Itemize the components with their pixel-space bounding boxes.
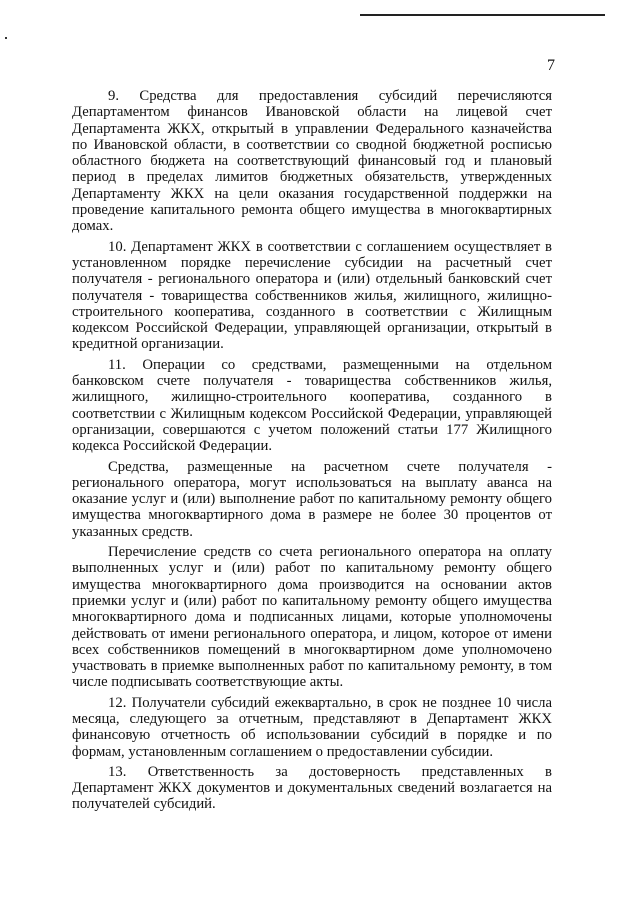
document-body [72,88,552,813]
text-line: организации, совершаются с учетом положений статьи 177 Жилищного [72,421,552,438]
text-line: проведение капитального ремонта общего имущества в многоквартирных [72,202,552,219]
text-line: Перечисление средств со счета регионального оператора на оплату [108,544,552,561]
text-line: получателя - товарищества собственников жилья, жилищного, жилищно- [72,287,552,304]
scan-artifact-dot [5,37,7,39]
text-line: Департамента ЖКХ, открытый в управлении Федерального казначейства [72,120,552,137]
text-line: по Ивановской области, в соответствии со сводной бюджетной росписью [72,136,552,153]
text-line: период в пределах лимитов бюджетных обязательств, утвержденных [72,169,552,186]
page-number: 7 [547,57,555,74]
text-line: Департаментом финансов Ивановской области на лицевой счет [72,104,552,121]
text-line: приемки услуг и (или) работ по капитальному ремонту общего имущества [72,592,552,609]
text-line: 12. Получатели субсидий ежеквартально, в срок не позднее 10 числа [108,694,552,711]
text-line: установленном порядке перечисление субсидии на расчетный счет [72,254,552,271]
text-line: строительного кооператива, созданного в соответствии с Жилищным [72,303,552,320]
text-line: оказание услуг и (или) выполнение работ по капитальному ремонту общего [72,491,552,508]
text-line: кодекса Российской Федерации. [72,438,273,455]
text-line: месяца, следующего за отчетным, представляют в Департамент ЖКХ [72,710,552,727]
text-line: кредитной организации. [72,336,224,353]
text-line: выполненных услуг и (или) работ по капитальному ремонту общего [72,560,552,577]
text-line: имущества многоквартирного дома в размере не более 30 процентов от [72,507,552,524]
text-line: 13. Ответственность за достоверность представленных в [108,763,552,780]
scan-artifact-line [360,14,605,16]
paragraph-11 [72,357,552,455]
text-line: указанных средств. [72,523,193,540]
paragraph-9 [72,88,552,235]
paragraph-11-advance [72,459,552,540]
text-line: получателя - регионального оператора и (или) отдельный банковский счет [72,271,552,288]
text-line: участвовать в приемке выполненных работ по капитальному ремонту, в том [72,658,552,675]
paragraph-10 [72,239,552,353]
text-line: домах. [72,218,114,235]
text-line: многоквартирного дома и подписанных лицами, которые уполномочены [72,609,552,626]
text-line: числе подписывать соответствующие акты. [72,674,344,691]
text-line: имущества многоквартирного дома производится на основании актов [72,576,552,593]
text-line: Департамент ЖКХ документов и документальных сведений возлагается на [72,780,552,797]
text-line: банковском счете получателя - товарищества собственников жилья, [72,373,552,390]
text-line: финансовую отчетность об использовании субсидий в порядке и по [72,727,552,744]
text-line: Средства, размещенные на расчетном счете получателя - [108,458,552,475]
text-line: получателей субсидий. [72,796,216,813]
text-line: 11. Операции со средствами, размещенными на отдельном [108,356,552,373]
text-line: 9. Средства для предоставления субсидий перечисляются [108,88,552,104]
paragraph-11-transfer [72,544,552,691]
text-line: регионального оператора, могут использоваться на выплату аванса на [72,474,552,491]
text-line: 10. Департамент ЖКХ в соответствии с соглашением осуществляет в [108,238,552,255]
text-line: формам, установленным соглашением о предоставлении субсидии. [72,743,494,760]
text-line: Департаменту ЖКХ на цели оказания государственной поддержки на [72,185,552,202]
text-line: областного бюджета на соответствующий финансовый год и плановый [72,153,552,170]
paragraph-13 [72,764,552,813]
text-line: всех собственников помещений в многоквартирном доме уполномочено [72,641,552,658]
text-line: действовать от имени регионального оператора, и лицом, которое от имени [72,625,552,642]
text-line: жилищного, жилищно-строительного кооператива, созданного в [72,389,552,406]
text-line: кодексом Российской Федерации, управляющей организации, открытый в [72,320,552,337]
paragraph-12 [72,695,552,760]
text-line: соответствии с Жилищным кодексом Российской Федерации, управляющей [72,405,552,422]
